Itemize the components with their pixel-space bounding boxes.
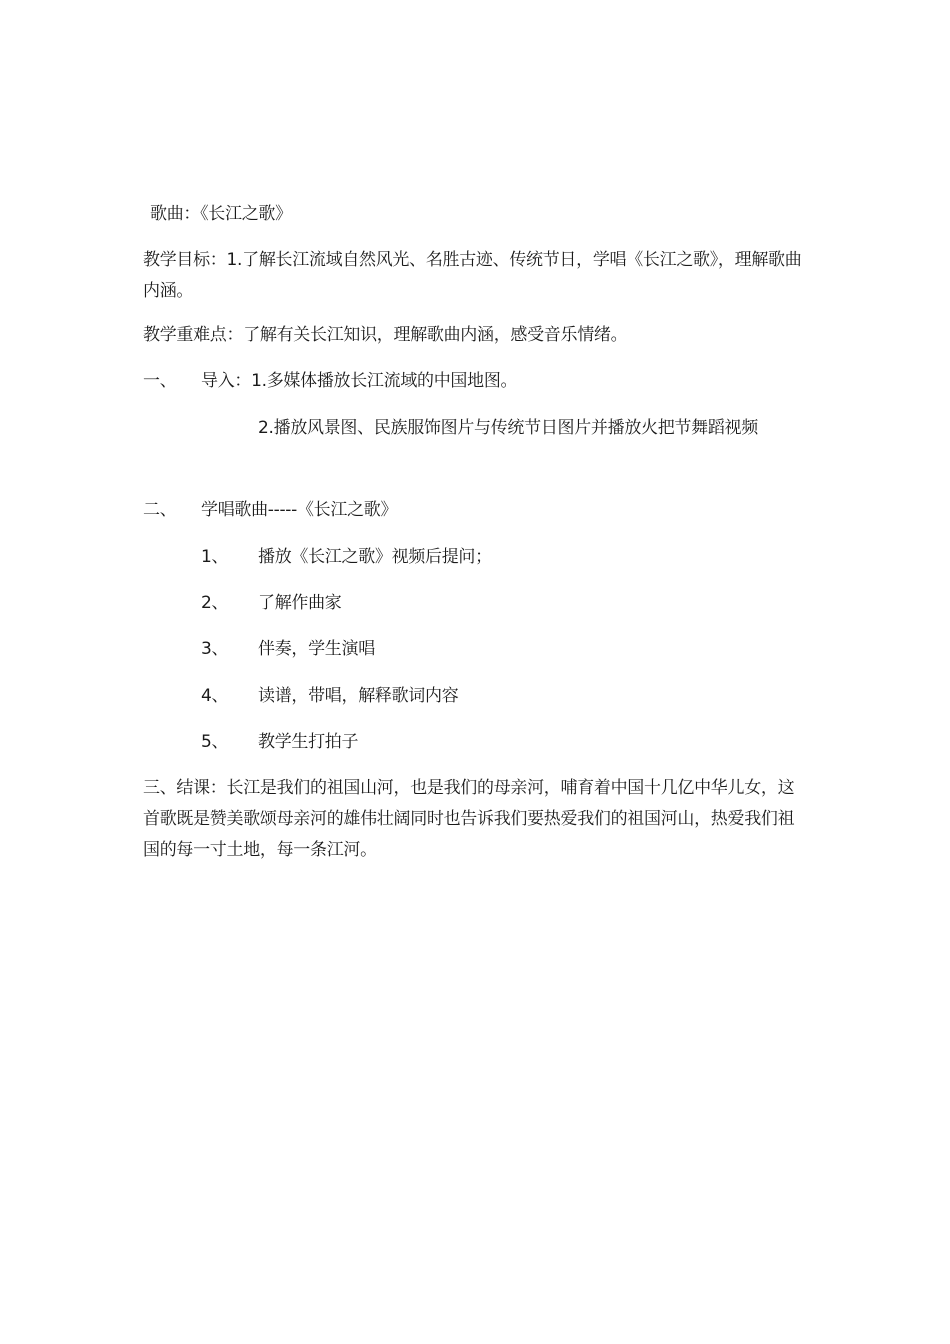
section-1-heading: 导入：1.多媒体播放长江流域的中国地图。 — [201, 371, 518, 391]
song-title: 歌曲：《长江之歌》 — [150, 204, 292, 224]
list-item-number: 2、 — [201, 593, 229, 613]
list-item: 伴奏，学生演唱 — [258, 639, 375, 659]
list-item: 教学生打拍子 — [258, 732, 359, 752]
section-1-marker: 一、 — [143, 371, 177, 391]
list-item: 了解作曲家 — [258, 593, 342, 613]
conclusion-paragraph: 三、结课：长江是我们的祖国山河，也是我们的母亲河，哺育着中国十几亿中华儿女，这首歌既是赞美歌颂母亲河的雄伟壮阔同时也告诉我们要热爱我们的祖国河山，热爱我们祖国的每一寸土地，每一条江河。 — [143, 778, 795, 860]
list-item-number: 5、 — [201, 732, 229, 752]
list-item: 播放《长江之歌》视频后提问； — [258, 547, 492, 567]
section-2-heading: 学唱歌曲-----《长江之歌》 — [201, 500, 398, 520]
teaching-objectives: 教学目标：1.了解长江流域自然风光、名胜古迹、传统节日，学唱《长江之歌》，理解歌曲内涵。 — [143, 250, 802, 301]
key-difficult-points: 教学重难点：了解有关长江知识，理解歌曲内涵，感受音乐情绪。 — [143, 325, 628, 345]
section-2-marker: 二、 — [143, 500, 177, 520]
list-item-number: 3、 — [201, 639, 229, 659]
section-1-item-2: 2.播放风景图、民族服饰图片与传统节日图片并播放火把节舞蹈视频 — [258, 418, 758, 438]
list-item: 读谱，带唱，解释歌词内容 — [258, 686, 459, 706]
list-item-number: 1、 — [201, 547, 229, 567]
list-item-number: 4、 — [201, 686, 229, 706]
